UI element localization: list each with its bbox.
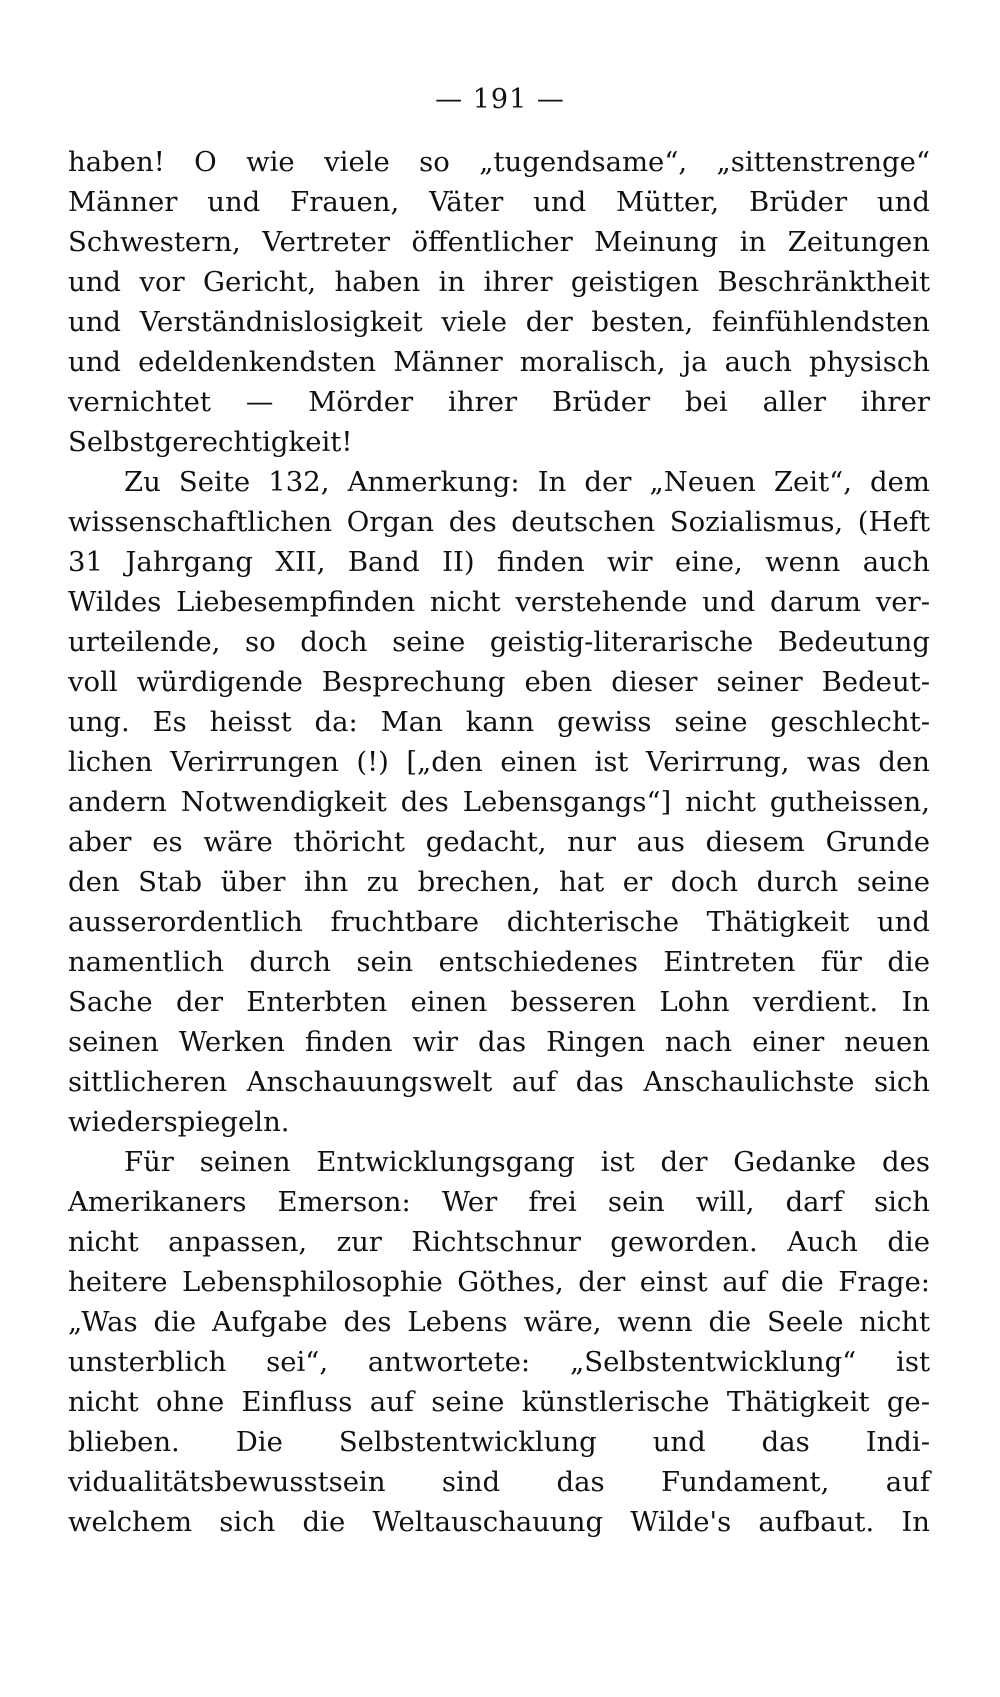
text-line: aber es wäre thöricht gedacht, nur aus diesem Grunde bbox=[68, 826, 930, 858]
text-line: heitere Lebensphilosophie Göthes, der einst auf die Frage: bbox=[68, 1266, 930, 1298]
text-line: lichen Verirrungen (!) [„den einen ist Verirrung, was den bbox=[68, 746, 930, 778]
text-line: sittlicheren Anschauungswelt auf das Anschaulichste sich bbox=[68, 1066, 930, 1098]
text-line: Schwestern, Vertreter öffentlicher Meinung in Zeitungen bbox=[68, 226, 930, 258]
text-line: seinen Werken finden wir das Ringen nach einer neuen bbox=[68, 1026, 930, 1058]
text-line: haben! O wie viele so „tugendsame“, „sittenstrenge“ bbox=[68, 146, 930, 178]
text-line: wissenschaftlichen Organ des deutschen Sozialismus, (Heft bbox=[68, 506, 930, 538]
text-line: „Was die Aufgabe des Lebens wäre, wenn die Seele nicht bbox=[68, 1306, 930, 1338]
text-line: Amerikaners Emerson: Wer frei sein will, darf sich bbox=[68, 1186, 930, 1218]
text-line: und Verständnislosigkeit viele der besten, feinfühlendsten bbox=[68, 306, 930, 338]
text-line: namentlich durch sein entschiedenes Eintreten für die bbox=[68, 946, 930, 978]
text-line: Wildes Liebesempfinden nicht verstehende und darum ver- bbox=[68, 586, 930, 618]
text-line: Selbstgerechtigkeit! bbox=[68, 426, 353, 458]
text-line: Sache der Enterbten einen besseren Lohn verdient. In bbox=[68, 986, 930, 1018]
text-line: Männer und Frauen, Väter und Mütter, Brüder und bbox=[68, 186, 930, 218]
text-line: vidualitätsbewusstsein sind das Fundament, auf bbox=[68, 1466, 930, 1498]
text-line: ung. Es heisst da: Man kann gewiss seine geschlecht- bbox=[68, 706, 930, 738]
text-line: und vor Gericht, haben in ihrer geistigen Beschränktheit bbox=[68, 266, 930, 298]
text-line: nicht anpassen, zur Richtschnur geworden. Auch die bbox=[68, 1226, 930, 1258]
text-line: vernichtet — Mörder ihrer Brüder bei aller ihrer bbox=[68, 386, 930, 418]
text-line: unsterblich sei“, antwortete: „Selbstentwicklung“ ist bbox=[68, 1346, 930, 1378]
page-number: — 191 — bbox=[435, 84, 565, 115]
text-line: den Stab über ihn zu brechen, hat er doch durch seine bbox=[68, 866, 930, 898]
text-line: blieben. Die Selbstentwicklung und das Indi- bbox=[68, 1426, 930, 1458]
text-line: urteilende, so doch seine geistig-literarische Bedeutung bbox=[68, 626, 930, 658]
text-line: wiederspiegeln. bbox=[68, 1106, 290, 1138]
text-line: andern Notwendigkeit des Lebensgangs“] nicht gutheissen, bbox=[68, 786, 930, 818]
text-line: und edeldenkendsten Männer moralisch, ja auch physisch bbox=[68, 346, 930, 378]
text-line: nicht ohne Einfluss auf seine künstlerische Thätigkeit ge- bbox=[68, 1386, 930, 1418]
text-line: Zu Seite 132, Anmerkung: In der „Neuen Zeit“, dem bbox=[124, 466, 930, 498]
text-line: voll würdigende Besprechung eben dieser seiner Bedeut- bbox=[68, 666, 930, 698]
text-line: welchem sich die Weltauschauung Wilde's aufbaut. In bbox=[68, 1506, 930, 1538]
text-line: 31 Jahrgang XII, Band II) finden wir eine, wenn auch bbox=[68, 546, 930, 578]
body-text bbox=[68, 142, 930, 1542]
text-line: Für seinen Entwicklungsgang ist der Gedanke des bbox=[124, 1146, 930, 1178]
text-line: ausserordentlich fruchtbare dichterische Thätigkeit und bbox=[68, 906, 930, 938]
